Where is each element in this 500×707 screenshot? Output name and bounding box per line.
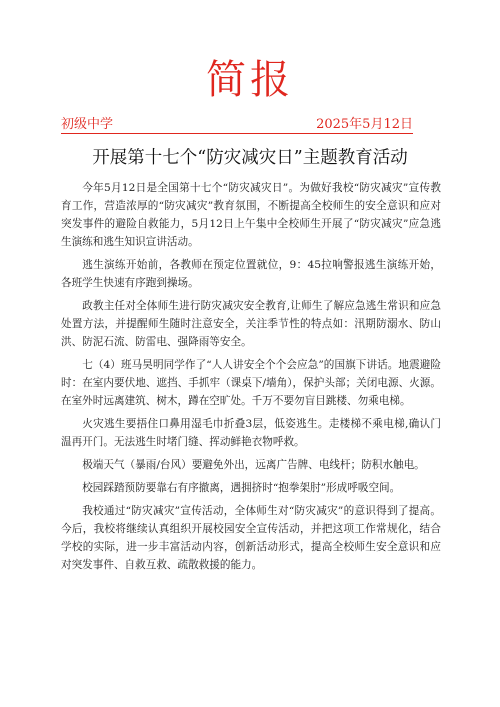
paragraph-earthquake: 七（4）班马昊明同学作了“人人讲安全个个会应急”的国旗下讲话。地震避险时：在室内要伏地、遮挡、手抓牢（课桌下/墙角），保护头部；关闭电源、火源。在室外时远离建筑、树木，蹲在空旷处。千万不要勿盲目跳楼、勿乘电梯。 <box>61 359 441 407</box>
paragraph-intro: 今年5月12日是全国第十七个“防灾减灾日”。为做好我校“防灾减灾”宣传教育工作，营造浓厚的“防灾减灾”教育氛围，不断提高全校师生的安全意识和应对突发事件的避险自救能力，5月12日上午集中全校师生开展了“防灾减灾”应急逃生演练和逃生知识宣讲活动。 <box>61 182 441 248</box>
paragraph-conclusion: 我校通过“防灾减灾”宣传活动，全体师生对“防灾减灾”的意识得到了提高。今后，我校将继续认真组织开展校园安全宣传活动，并把这项工作常规化，结合学校的实际，进一步丰富活动内容，创新活动形式，提高全校师生安全意识和应对突发事件、自救互救、疏散救援的能力。 <box>61 505 441 571</box>
paragraph-stampede: 校园踩踏预防要靠右有序撤离，遇拥挤时“抱拳架肘”形成呼吸空间。 <box>82 482 401 494</box>
masthead-title: 简报 <box>206 57 294 103</box>
issuing-unit: 初级中学 <box>61 117 114 132</box>
article-headline: 开展第十七个“防灾减灾日”主题教育活动 <box>92 148 408 168</box>
paragraph-safety-education: 政教主任对全体师生进行防灾减灾安全教育,让师生了解应急逃生常识和应急处置方法，并提醒师生随时注意安全，关注季节性的特点如：汛期防溺水、防山洪、防泥石流、防雷电、强降雨等安全。 <box>61 300 441 348</box>
article-body <box>61 179 441 579</box>
paragraph-fire: 火灾逃生要捂住口鼻用湿毛巾折叠3层，低姿逃生。走楼梯不乘电梯,确认门温再开门。无法逃生时堵门缝、挥动鲜艳衣物呼救。 <box>61 418 441 448</box>
paragraph-drill-start: 逃生演练开始前，各教师在预定位置就位，9：45拉响警报逃生演练开始，各班学生快速有序跑到操场。 <box>61 259 441 289</box>
paragraph-weather: 极端天气（暴雨/台风）要避免外出，远离广告牌、电线杆；防积水触电。 <box>82 459 425 471</box>
issue-date: 2025年5月12日 <box>316 117 413 132</box>
red-divider <box>61 133 413 134</box>
